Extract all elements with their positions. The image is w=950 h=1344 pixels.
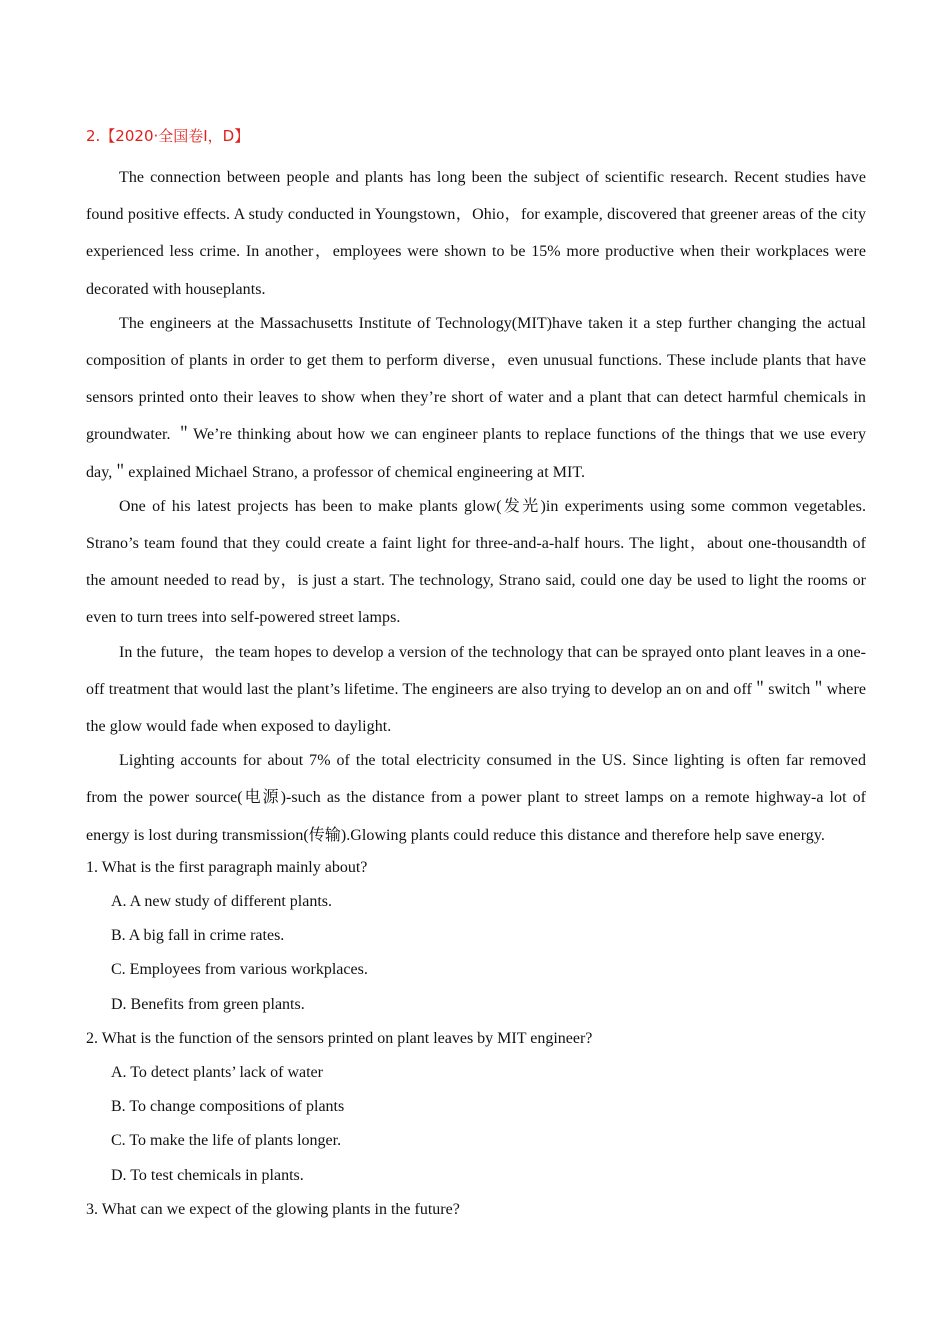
question-stem: 1. What is the first paragraph mainly about? — [86, 858, 368, 876]
passage-paragraph-1: The connection between people and plants has long been the subject of scientific research. Recent studies have found positive effects. A study conducted in Youngstown，Ohio，for example, discovered that greener areas of the city experienced less crime. In another，employees were shown to be 15% more productive when their workplaces were decorated with houseplants. — [86, 169, 866, 298]
answer-option: C. To make the life of plants longer. — [111, 1132, 342, 1150]
question-2 — [86, 1022, 866, 1193]
answer-option: D. To test chemicals in plants. — [111, 1166, 304, 1184]
question-stem: 2. What is the function of the sensors printed on plant leaves by MIT engineer? — [86, 1029, 593, 1047]
answer-option: C. Employees from various workplaces. — [111, 961, 368, 979]
answer-option: A. To detect plants’ lack of water — [111, 1064, 323, 1082]
passage-paragraph-5: Lighting accounts for about 7% of the total electricity consumed in the US. Since lighting is often far removed from the power source(电源)-such as the distance from a power plant to street lamps on a remote highway-a lot of energy is lost during transmission(传输).Glowing plants could reduce this distance and therefore help save energy. — [86, 752, 866, 844]
answer-option: B. To change compositions of plants — [111, 1098, 345, 1116]
answer-option: D. Benefits from green plants. — [111, 995, 305, 1013]
document-content — [86, 124, 866, 1227]
question-3 — [86, 1193, 866, 1227]
question-source-header: 2.【2020·全国卷Ⅰ，D】 — [86, 127, 250, 145]
passage-paragraph-2: The engineers at the Massachusetts Institute of Technology(MIT)have taken it a step further changing the actual composition of plants in order to get them to perform diverse，even unusual functions. These include plants that have sensors printed onto their leaves to show when they’re short of water and a plant that can detect harmful chemicals in groundwater. ＂We’re thinking about how we can engineer plants to replace functions of the things that we use every day,＂explained Michael Strano, a professor of chemical engineering at MIT. — [86, 314, 866, 481]
answer-option: A. A new study of different plants. — [111, 893, 333, 911]
answer-option: B. A big fall in crime rates. — [111, 927, 285, 945]
question-stem: 3. What can we expect of the glowing plants in the future? — [86, 1200, 460, 1218]
passage-paragraph-3: One of his latest projects has been to make plants glow(发光)in experiments using some common vegetables. Strano’s team found that they could create a faint light for three-and-a-half hours. The light，about one-thousandth of the amount needed to read by，is just a start. The technology, Strano said, could one day be used to light the rooms or even to turn trees into self-powered street lamps. — [86, 497, 866, 627]
question-1 — [86, 851, 866, 1022]
passage-paragraph-4: In the future，the team hopes to develop a version of the technology that can be sprayed onto plant leaves in a one-off treatment that would last the plant’s lifetime. The engineers are also trying to develop an on and off＂switch＂where the glow would fade when exposed to daylight. — [86, 643, 866, 736]
